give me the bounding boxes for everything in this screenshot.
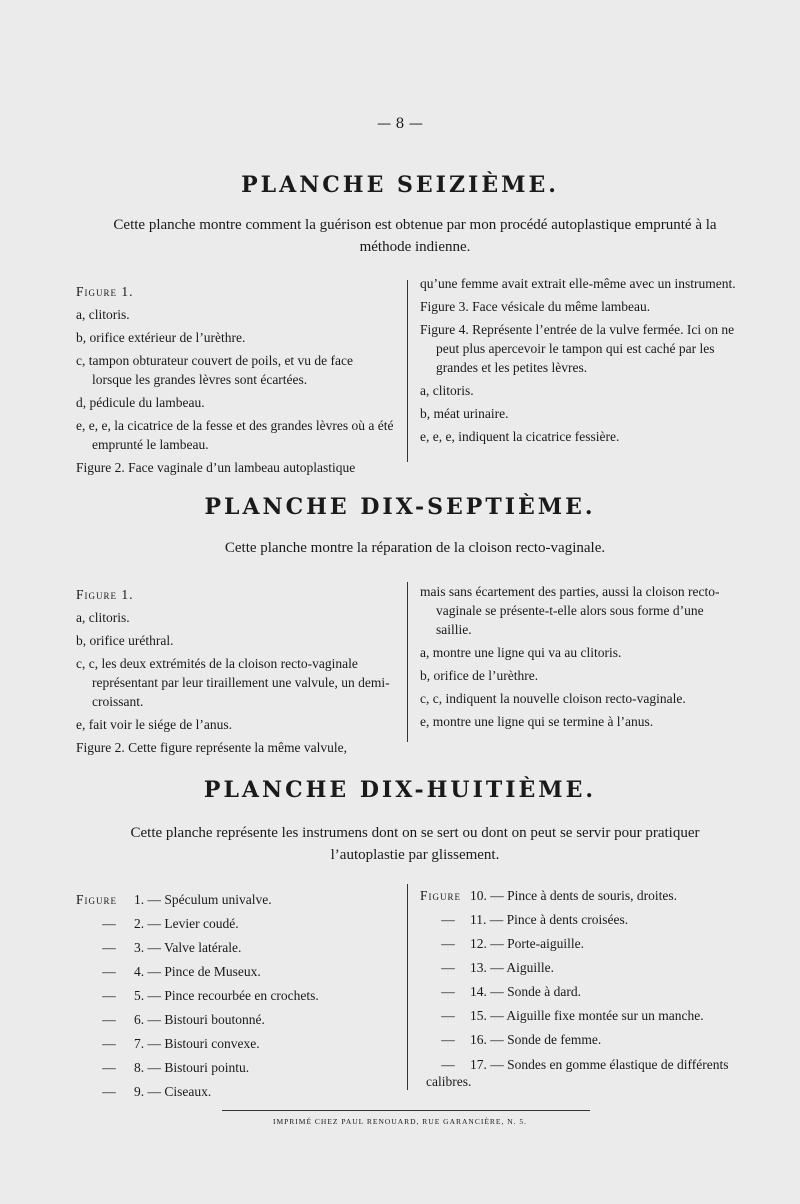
- legend-item: a, clitoris.: [76, 307, 130, 322]
- figure-label: Figure: [76, 892, 118, 907]
- plate17-title: PLANCHE DIX-SEPTIÈME.: [204, 494, 596, 520]
- instrument-item: 2. — Levier coudé.: [134, 916, 239, 931]
- legend-item: e, montre une ligne qui se termine à l’anus.: [420, 714, 654, 729]
- legend-item: b, orifice de l’urèthre.: [420, 668, 539, 683]
- ditto-dash: —: [441, 960, 455, 975]
- ditto-dash: —: [102, 940, 116, 955]
- legend-item: a, clitoris.: [76, 610, 130, 625]
- instrument-item: 6. — Bistouri boutonné.: [134, 1012, 265, 1027]
- plate17-right-column: [420, 582, 742, 735]
- legend-item: Figure 4. Représente l’entrée de la vulve fermée. Ici on ne peut plus apercevoir le tampon qui est caché par les grandes et les petites lèvres.: [420, 322, 735, 375]
- printer-imprint: IMPRIMÉ CHEZ PAUL RENOUARD, RUE GARANCIÈRE, N. 5.: [272, 1117, 528, 1126]
- legend-item: Figure 3. Face vésicale du même lambeau.: [420, 299, 651, 314]
- plate16-left-column: [76, 282, 396, 481]
- column-divider: [407, 280, 408, 462]
- ditto-dash: —: [441, 1008, 455, 1023]
- instrument-item: 3. — Valve latérale.: [134, 940, 242, 955]
- plate16-title: PLANCHE SEIZIÈME.: [241, 172, 559, 198]
- column-divider: [407, 884, 408, 1090]
- instrument-item: 12. — Porte-aiguille.: [470, 936, 584, 951]
- legend-item: c, c, indiquent la nouvelle cloison recto-vaginale.: [420, 691, 686, 706]
- ditto-dash: —: [441, 936, 455, 951]
- legend-item: d, pédicule du lambeau.: [76, 395, 205, 410]
- legend-item: b, orifice uréthral.: [76, 633, 174, 648]
- legend-item: e, fait voir le siége de l’anus.: [76, 717, 232, 732]
- ditto-dash: —: [441, 912, 455, 927]
- instrument-item: 9. — Ciseaux.: [134, 1084, 212, 1099]
- ditto-dash: —: [102, 1084, 116, 1099]
- plate16-right-column: [420, 274, 742, 450]
- legend-item: a, montre une ligne qui va au clitoris.: [420, 645, 622, 660]
- ditto-dash: —: [441, 1032, 455, 1047]
- legend-item: Figure 2. Cette figure représente la même valvule,: [76, 740, 348, 755]
- ditto-dash: —: [102, 964, 116, 979]
- figure-label: Figure: [420, 888, 462, 903]
- instrument-item: 5. — Pince recourbée en crochets.: [134, 988, 319, 1003]
- legend-item: a, clitoris.: [420, 383, 474, 398]
- instrument-item: 1. — Spéculum univalve.: [134, 892, 272, 907]
- plate17-left-column: [76, 585, 396, 761]
- ditto-dash: —: [441, 984, 455, 999]
- figure-label: Figure 1.: [76, 587, 134, 602]
- ditto-dash: —: [102, 1012, 116, 1027]
- legend-item: b, méat urinaire.: [420, 406, 509, 421]
- figure-label: Figure 1.: [76, 284, 134, 299]
- legend-item: b, orifice extérieur de l’urèthre.: [76, 330, 246, 345]
- plate18-title: PLANCHE DIX-HUITIÈME.: [203, 777, 597, 803]
- instrument-item: 4. — Pince de Museux.: [134, 964, 261, 979]
- legend-item: c, c, les deux extrémités de la cloison recto-vaginale représentant par leur tiraillement une valvule, un demi-croissant.: [76, 656, 390, 709]
- legend-item: mais sans écartement des parties, aussi la cloison recto-vaginale se présente-t-elle alors sous forme d’une saillie.: [420, 584, 720, 637]
- legend-item: e, e, e, indiquent la cicatrice fessière.: [420, 429, 620, 444]
- plate17-intro: Cette planche montre la réparation de la cloison recto-vaginale.: [224, 540, 606, 556]
- plate16-intro: Cette planche montre comment la guérison est obtenue par mon procédé autoplastique emprunté à la méthode indienne.: [113, 217, 717, 255]
- footer-rule: [222, 1110, 590, 1111]
- instrument-item: 11. — Pince à dents croisées.: [470, 912, 629, 927]
- plate18-intro: Cette planche représente les instrumens dont on se sert ou dont on peut se servir pour pratiquer l’autoplastie par glissement.: [130, 825, 700, 863]
- column-divider: [407, 582, 408, 742]
- ditto-dash: —: [102, 1036, 116, 1051]
- legend-item: qu’une femme avait extrait elle-même avec un instrument.: [420, 276, 736, 291]
- ditto-dash: —: [102, 916, 116, 931]
- instrument-item: 7. — Bistouri convexe.: [134, 1036, 260, 1051]
- instrument-item: 14. — Sonde à dard.: [470, 984, 581, 999]
- legend-item: e, e, e, la cicatrice de la fesse et des grandes lèvres où a été emprunté le lambeau.: [76, 418, 394, 452]
- ditto-dash: —: [102, 1060, 116, 1075]
- instrument-item: 15. — Aiguille fixe montée sur un manche.: [470, 1008, 704, 1023]
- ditto-dash: —: [102, 988, 116, 1003]
- instrument-item: 13. — Aiguille.: [470, 960, 554, 975]
- ditto-dash: —: [441, 1057, 455, 1072]
- instrument-item: 17. — Sondes en gomme élastique de différents calibres.: [426, 1057, 729, 1089]
- page-number: — 8 —: [377, 116, 423, 132]
- instrument-item: 10. — Pince à dents de souris, droites.: [470, 888, 677, 903]
- instrument-item: 8. — Bistouri pointu.: [134, 1060, 250, 1075]
- legend-item: c, tampon obturateur couvert de poils, et vu de face lorsque les grandes lèvres sont écartées.: [76, 353, 354, 387]
- legend-item: Figure 2. Face vaginale d’un lambeau autoplastique: [76, 460, 356, 475]
- instrument-item: 16. — Sonde de femme.: [470, 1032, 602, 1047]
